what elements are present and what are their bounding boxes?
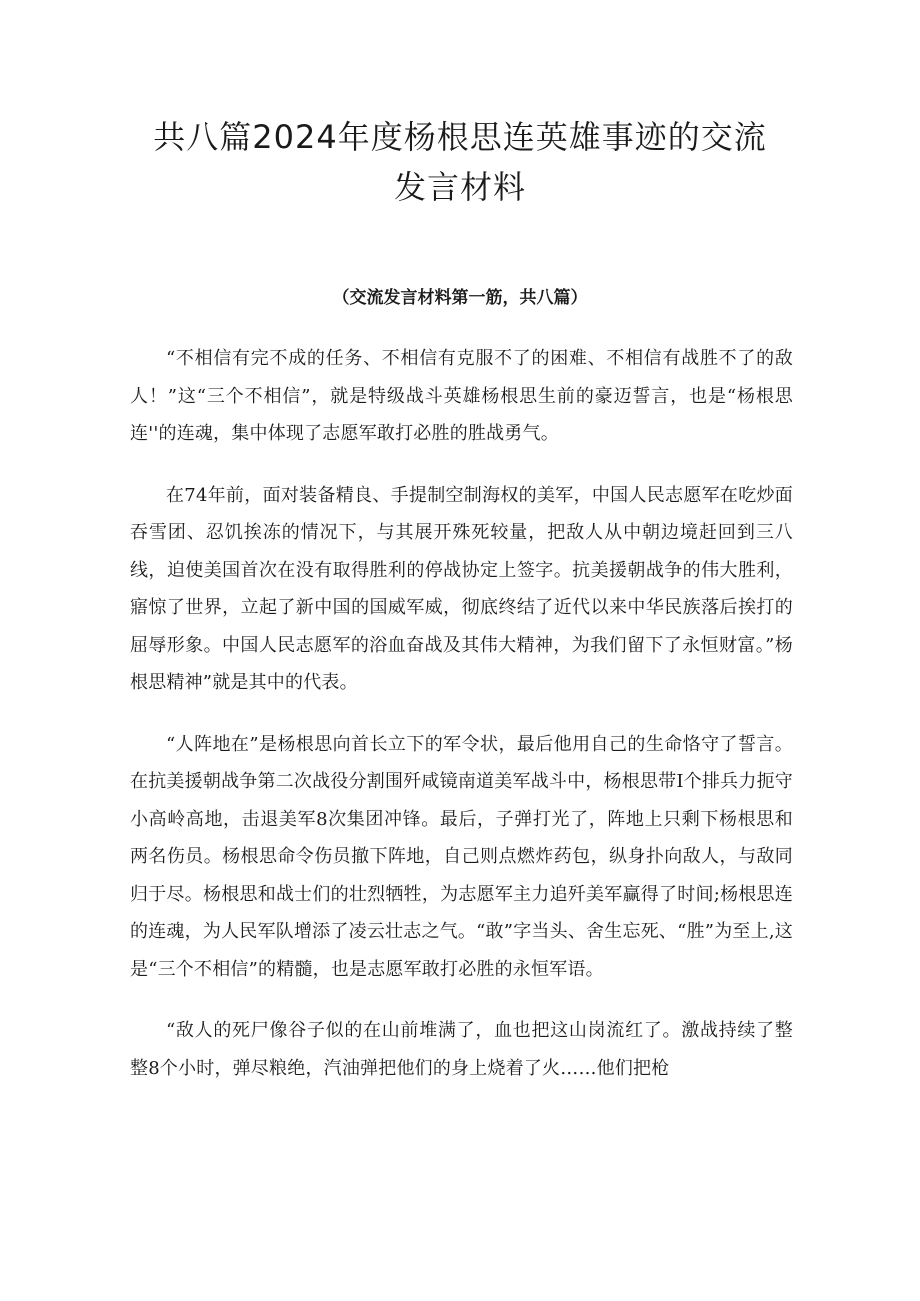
- document-title: [120, 112, 800, 212]
- document-subtitle: （交流发言材料第一筋，共八篇）: [332, 288, 588, 308]
- document-body: [130, 340, 793, 1111]
- paragraph-4: “敌人的死尸像谷子似的在山前堆满了，血也把这山岗流红了。激战持续了整整8个小时，弹尽粮绝，汽油弹把他们的身上烧着了火……他们把枪: [130, 1020, 793, 1079]
- title-line-1: 共八篇2024年度杨根思连英雄事迹的交流: [153, 118, 767, 156]
- paragraph-1: “不相信有完不成的任务、不相信有克服不了的困难、不相信有战胜不了的敌人！”这“三个不相信”，就是特级战斗英雄杨根思生前的豪迈誓言，也是“杨根思连''的连魂，集中体现了志愿军敢打必胜的胜战勇气。: [130, 348, 793, 444]
- paragraph-3: “人阵地在”是杨根思向首长立下的军令状，最后他用自己的生命恪守了誓言。在抗美援朝战争第二次战役分割围歼咸镜南道美军战斗中，杨根思带I个排兵力扼守小高岭高地，击退美军8次集团冲锋。最后，子弹打光了，阵地上只剩下杨根思和两名伤员。杨根思命令伤员撤下阵地，自己则点燃炸药包，纵身扑向敌人，与敌同归于尽。杨根思和战士们的壮烈牺牲，为志愿军主力追歼美军赢得了时间;杨根思连的连魂，为人民军队增添了凌云壮志之气。“敢”字当头、舍生忘死、“胜”为至上,这是“三个不相信”的精髓，也是志愿军敢打必胜的永恒军语。: [130, 733, 793, 980]
- title-line-2: 发言材料: [393, 168, 526, 206]
- paragraph-2: 在74年前，面对装备精良、手提制空制海权的美军，中国人民志愿军在吃炒面吞雪团、忍饥挨冻的情况下，与其展开殊死较量，把敌人从中朝边境赶回到三八线，迫使美国首次在没有取得胜利的停战协定上签字。抗美援朝战争的伟大胜利，寤惊了世界，立起了新中国的国威军威，彻底终结了近代以来中华民族落后挨打的屈辱形象。中国人民志愿军的浴血奋战及其伟大精神，为我们留下了永恒财富。”杨根思精神”就是其中的代表。: [130, 484, 793, 693]
